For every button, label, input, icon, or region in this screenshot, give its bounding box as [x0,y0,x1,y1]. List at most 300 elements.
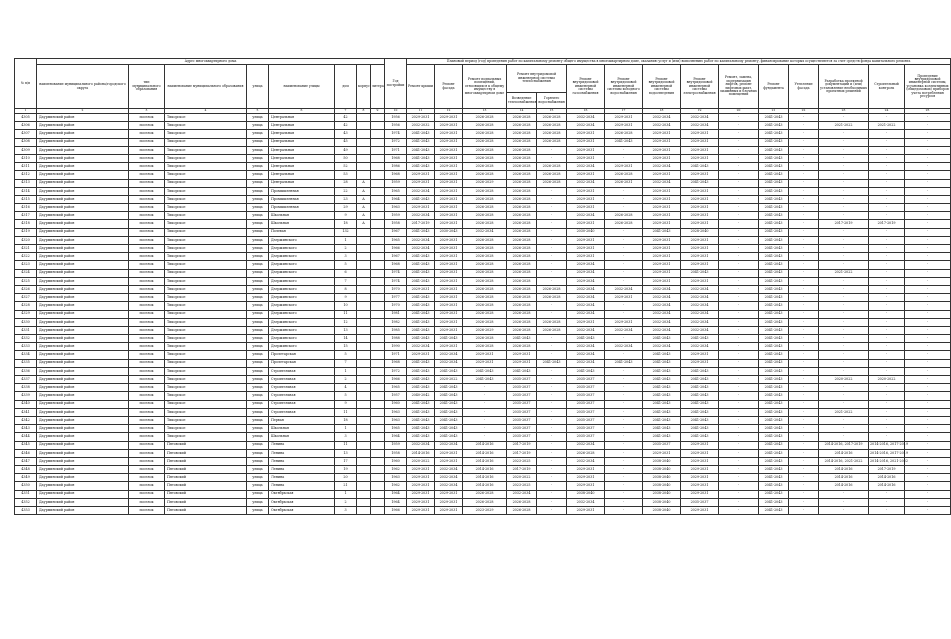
table-cell: - [537,261,567,269]
col-sewer: Ремонт внутридомовой инженерной системы водоотведения [643,65,681,109]
table-cell [357,474,371,482]
table-cell: - [537,367,567,375]
table-cell: 2041-2043 [759,154,789,162]
table-cell: поселок [129,425,165,433]
table-cell: 4332 [15,335,37,343]
table-cell: 1990 [385,343,407,351]
table-cell [371,146,385,154]
table-cell [371,261,385,269]
table-cell: Центральная [269,154,335,162]
table-cell: 2041-2043 [759,433,789,441]
table-cell: 2041-2043 [759,187,789,195]
table-cell [371,318,385,326]
table-cell: 2020-2022 [819,376,869,384]
table-cell: 2029-2031 [407,179,435,187]
table-cell: 1971 [385,146,407,154]
table-cell: - [719,335,759,343]
table-cell: 4338 [15,384,37,392]
table-cell: улица [247,310,269,318]
table-cell: 2041-2043 [759,130,789,138]
table-cell: 2029-2031 [435,449,463,457]
table-cell: 2029-2031 [407,114,435,122]
table-cell: 2041-2043 [759,449,789,457]
table-cell: - [869,416,905,424]
table-cell: - [789,146,819,154]
table-cell: 1974 [385,277,407,285]
table-cell: Промышленная [269,187,335,195]
table-row [15,228,951,236]
table-cell: - [819,187,869,195]
table-cell: - [905,400,951,408]
table-cell: 2026-2028 [507,318,537,326]
table-cell: 1959 [385,441,407,449]
table-cell: 2026-2028 [507,171,537,179]
table-cell: 2 [335,376,357,384]
table-cell: - [537,457,567,465]
table-cell: Школьная [269,220,335,228]
col-mo-name: наименование муниципального образования [165,65,247,109]
table-cell: 19 [335,466,357,474]
table-cell: 2041-2043 [407,195,435,203]
table-cell [357,392,371,400]
column-number: 23 [819,109,869,114]
table-cell [357,408,371,416]
table-cell: - [905,245,951,253]
table-cell [357,343,371,351]
table-cell: 2029-2031 [681,245,719,253]
table-cell: 2014-2016 [463,449,507,457]
table-cell: - [905,253,951,261]
table-cell: 4341 [15,408,37,416]
table-cell: - [537,335,567,343]
table-cell: улица [247,114,269,122]
table-cell: - [719,302,759,310]
table-cell: - [905,416,951,424]
table-cell: 4345 [15,441,37,449]
table-cell: 4350 [15,482,37,490]
table-cell: Тикорское [165,408,247,416]
table-cell: Дзержинского [269,269,335,277]
table-cell: - [789,335,819,343]
table-cell: улица [247,384,269,392]
table-cell: поселок [129,392,165,400]
table-cell: 2029-2031 [435,236,463,244]
table-cell: 4 [335,384,357,392]
column-number: 4 [165,109,247,114]
table-cell: - [537,400,567,408]
table-cell: 2026-2028 [507,253,537,261]
table-cell: - [869,507,905,515]
table-cell: 2026-2028 [507,294,537,302]
table-cell: поселок [129,367,165,375]
table-cell: 2032-2034 [681,302,719,310]
table-cell: Тикорское [165,138,247,146]
table-cell: - [905,490,951,498]
table-row [15,130,951,138]
table-cell: 2032-2034 [463,228,507,236]
table-cell: 4326 [15,285,37,293]
table-cell: Даурминский район [37,220,129,228]
table-cell: улица [247,146,269,154]
table-cell: - [789,285,819,293]
table-cell: - [869,154,905,162]
table-cell: - [605,187,643,195]
table-cell: 2035-2037 [567,400,605,408]
table-cell: поселок [129,326,165,334]
col-lift: Ремонт, замена, модернизация лифтов, ремонт лифтовых шахт, машинных и блочных помещений [719,65,759,109]
table-cell: поселок [129,253,165,261]
table-cell: - [869,228,905,236]
table-cell: 4323 [15,261,37,269]
table-cell [371,285,385,293]
table-cell: - [869,204,905,212]
table-cell: улица [247,261,269,269]
table-cell: 2041-2043 [407,277,435,285]
table-cell: 2029-2031 [435,163,463,171]
table-cell: 2035-2037 [507,425,537,433]
table-cell: 2029-2031 [435,154,463,162]
table-cell: - [905,408,951,416]
table-cell: - [869,310,905,318]
table-cell: 2029-2031 [681,351,719,359]
table-cell: 2026-2028 [507,154,537,162]
table-cell: 2032-2034 [643,302,681,310]
table-cell: 4316 [15,204,37,212]
table-cell: 2029-2031 [507,359,537,367]
col-foundation: Ремонт фундамента [759,65,789,109]
table-cell: 2026-2028 [537,318,567,326]
table-cell: Тикорское [165,384,247,392]
table-cell: 2026-2028 [463,154,507,162]
table-cell: 2029-2031 [407,204,435,212]
table-cell: Даурминский район [37,474,129,482]
table-cell: улица [247,457,269,465]
table-cell: Даурминский район [37,449,129,457]
table-cell: - [789,466,819,474]
col-gas: Ремонт внутридомовой инженерной системы газоснабжения [567,65,605,109]
table-cell: улица [247,359,269,367]
table-cell [357,261,371,269]
table-cell: 3 [335,253,357,261]
column-number: 9 [371,109,385,114]
table-cell: 2029-2031 [435,179,463,187]
table-cell: 12 [335,318,357,326]
col-basement: Ремонт подвальных помещений, относящихся к общему имуществу в многоквартирном доме [463,65,507,109]
table-cell: 2041-2043 [407,154,435,162]
table-cell: - [869,187,905,195]
table-cell: - [719,253,759,261]
table-cell [357,285,371,293]
table-cell: 2026-2028 [507,343,537,351]
table-row [15,351,951,359]
table-cell: - [905,449,951,457]
table-cell: 2029-2031 [681,146,719,154]
table-cell: улица [247,163,269,171]
table-cell: 4310 [15,154,37,162]
table-cell: 2032-2034 [567,351,605,359]
table-cell: 1968 [385,261,407,269]
table-cell: 2029-2031 [407,482,435,490]
table-cell: Октябрьская [269,490,335,498]
table-cell: поселок [129,466,165,474]
table-cell: 2035-2037 [507,408,537,416]
table-cell: 2029-2031 [435,146,463,154]
table-cell: - [719,277,759,285]
table-cell: улица [247,228,269,236]
table-cell: поселок [129,228,165,236]
table-cell: - [537,449,567,457]
table-cell [357,154,371,162]
table-cell: 2026-2028 [463,204,507,212]
table-cell: 2026-2028 [463,245,507,253]
table-cell: - [719,138,759,146]
table-cell: поселок [129,122,165,130]
table-cell: 2026-2028 [537,138,567,146]
table-cell: улица [247,294,269,302]
table-cell: 2026-2028 [463,490,507,498]
table-cell: 43 [335,130,357,138]
table-cell: Тикорское [165,253,247,261]
table-cell: 2029-2034 [567,277,605,285]
table-cell: 1960 [385,400,407,408]
table-cell: 2041-2043 [407,367,435,375]
table-cell: 4311 [15,163,37,171]
col-cold: Ремонт внутридомовой инженерной системы холодного водоснабжения [605,65,643,109]
table-cell: 2041-2043 [435,408,463,416]
table-cell: 2029-2031 [435,220,463,228]
table-cell: 4330 [15,318,37,326]
table-cell: 2041-2043 [759,392,789,400]
table-cell: 4306 [15,122,37,130]
column-number: 22 [789,109,819,114]
table-cell: - [719,457,759,465]
table-cell: А [357,204,371,212]
table-cell: 2041-2043 [681,408,719,416]
table-cell: 2040-2042 [407,392,435,400]
table-cell: 2026-2028 [507,310,537,318]
column-number: 7 [335,109,357,114]
table-cell: 2029-2031 [643,204,681,212]
table-cell: - [869,146,905,154]
table-cell: - [463,384,507,392]
table-cell: улица [247,490,269,498]
table-cell: - [719,130,759,138]
table-cell: Дзержинского [269,245,335,253]
table-cell: 2032-2034 [681,285,719,293]
table-cell: Дзержинского [269,236,335,244]
table-cell: - [819,245,869,253]
table-cell: 52 [335,163,357,171]
table-cell: 2032-2034 [567,457,605,465]
table-cell: 2032-2034 [435,441,463,449]
table-cell: 2029-2031 [567,474,605,482]
table-cell: 2041-2043 [643,392,681,400]
table-cell [371,163,385,171]
table-cell: 2026-2028 [463,236,507,244]
table-cell: 2032-2034 [435,466,463,474]
table-cell: 2029-2031 [435,302,463,310]
table-cell: Даурминский район [37,359,129,367]
works-group-header: Плановый период (год) проведения работ по капитальному ремонту общего имущества в многоквартирном доме, оказанию услуг и (или) выполнению работ по капитальному ремонту, финансирование которых осуществляется за счет средств фонда капитального ремонта [407,59,951,65]
table-cell: 2026-2028 [463,343,507,351]
table-cell [357,335,371,343]
table-cell: Полевая [269,228,335,236]
table-cell: 2026-2028 [537,179,567,187]
table-cell: 2026-2028 [507,163,537,171]
table-cell: 2032-2034 [567,326,605,334]
table-cell [357,269,371,277]
table-cell: - [905,367,951,375]
table-cell: - [905,285,951,293]
table-cell: 2029-2031 [435,285,463,293]
table-cell: Тикорское [165,302,247,310]
table-cell: - [789,212,819,220]
table-cell: 2029-2031 [681,490,719,498]
table-cell: 2041-2043 [407,384,435,392]
table-cell: - [869,236,905,244]
table-cell: - [905,457,951,465]
table-cell: - [789,490,819,498]
table-cell: - [605,335,643,343]
table-cell: Тикорское [165,392,247,400]
table-cell: 2041-2043 [681,179,719,187]
table-cell: 2041-2043 [567,367,605,375]
table-cell: - [869,392,905,400]
table-cell: 2026-2028 [507,498,537,506]
table-cell: 2041-2043 [435,367,463,375]
table-cell: улица [247,367,269,375]
table-cell: улица [247,335,269,343]
table-cell: 2026-2028 [507,130,537,138]
table-cell: 2041-2043 [759,343,789,351]
table-cell: 2032-2034 [643,318,681,326]
table-cell: 2035-2037 [567,433,605,441]
table-cell: 2029-2031 [435,318,463,326]
table-cell: 2029-2031 [507,351,537,359]
table-cell: 2029-2031 [435,114,463,122]
table-cell: 1958 [385,449,407,457]
table-cell: 2041-2043 [643,335,681,343]
table-cell: 2029-2031 [407,466,435,474]
table-cell: 2029-2031 [435,253,463,261]
table-cell: 2029-2031 [681,130,719,138]
table-cell: улица [247,482,269,490]
table-cell: 2032-2034 [681,326,719,334]
table-cell: 1986 [385,163,407,171]
table-cell: 2026-2028 [605,220,643,228]
table-cell: 3 [335,433,357,441]
table-cell: - [789,245,819,253]
table-cell: - [869,367,905,375]
table-cell: улица [247,408,269,416]
table-cell: 2026-2028 [463,163,507,171]
table-cell: - [719,114,759,122]
table-cell: 2041-2043 [605,359,643,367]
table-cell: 1 [335,367,357,375]
table-cell: 2029-2031 [567,482,605,490]
table-cell: - [905,228,951,236]
table-cell: - [869,433,905,441]
table-cell: 2032-2034 [643,343,681,351]
table-cell: - [819,130,869,138]
table-cell: 4346 [15,449,37,457]
table-cell: - [789,507,819,515]
table-cell: - [605,384,643,392]
table-cell: - [905,335,951,343]
table-cell: - [605,195,643,203]
table-cell: 2029-2034 [567,269,605,277]
table-cell: - [869,285,905,293]
table-cell: 2017-2019 [407,220,435,228]
table-cell: 2038-2040 [567,490,605,498]
table-cell: 2026-2028 [507,269,537,277]
table-cell: - [819,507,869,515]
table-cell: 13 [335,326,357,334]
table-cell: 2041-2043 [537,359,567,367]
table-cell [357,277,371,285]
table-cell: 2041-2043 [759,498,789,506]
table-cell: Даурминский район [37,326,129,334]
table-cell [357,359,371,367]
table-cell: Даурминский район [37,482,129,490]
table-cell: 7 [335,359,357,367]
table-cell: Пятовский [165,457,247,465]
table-cell: Дзержинского [269,277,335,285]
table-cell: - [789,474,819,482]
table-cell: 2032-2034 [643,294,681,302]
table-cell: - [905,466,951,474]
table-cell [357,318,371,326]
table-cell: 4317 [15,212,37,220]
table-cell: 2032-2034 [643,310,681,318]
table-cell: 2 [335,245,357,253]
table-cell: 4329 [15,310,37,318]
table-cell: 2041-2043 [759,466,789,474]
col-heat-a: Возведение теплоснабжения [507,93,537,109]
table-cell: поселок [129,408,165,416]
table-cell [357,384,371,392]
table-cell: 1970 [385,302,407,310]
table-cell [371,204,385,212]
table-cell: 2041-2043 [435,392,463,400]
table-cell: 10 [335,302,357,310]
table-cell: 2026-2028 [463,187,507,195]
table-cell: Даурминский район [37,146,129,154]
table-cell: 2026-2028 [507,220,537,228]
table-cell: 21 [335,482,357,490]
table-cell: поселок [129,163,165,171]
table-cell: поселок [129,376,165,384]
table-cell [371,474,385,482]
table-cell: 4309 [15,146,37,154]
table-cell: 2035-2037 [643,441,681,449]
table-cell: 2041-2043 [759,195,789,203]
table-cell: - [537,187,567,195]
table-cell: 2041-2043 [435,384,463,392]
table-cell: - [905,130,951,138]
table-cell: поселок [129,490,165,498]
table-cell: Пятовский [165,498,247,506]
table-cell: 2032-2034 [567,212,605,220]
table-cell: Строительная [269,376,335,384]
table-cell: 2041-2043 [759,425,789,433]
column-number: 17 [605,109,643,114]
table-cell: 2041-2043 [759,138,789,146]
table-cell: - [905,187,951,195]
table-cell: 1974 [385,130,407,138]
table-cell: - [819,490,869,498]
table-cell: Тикорское [165,310,247,318]
